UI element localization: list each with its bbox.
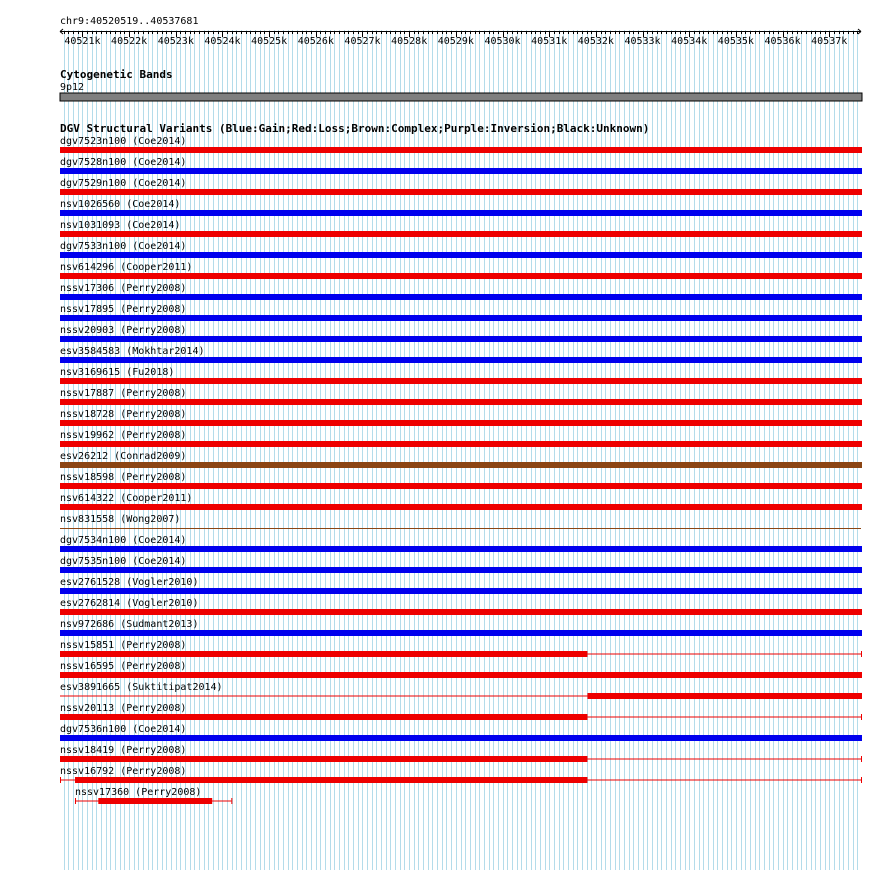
sv-feature-label: dgv7523n100 (Coe2014) — [60, 136, 187, 147]
sv-bar-loss — [60, 441, 862, 447]
sv-bar-loss — [60, 504, 862, 510]
sv-feature-label: esv3584583 (Mokhtar2014) — [60, 346, 205, 357]
sv-feature-label: nsv972686 (Sudmant2013) — [60, 619, 199, 630]
ruler-tick-label: 40525k — [251, 36, 288, 47]
sv-feature-label: dgv7528n100 (Coe2014) — [60, 157, 187, 168]
sv-feature-label: nssv18598 (Perry2008) — [60, 472, 187, 483]
sv-track-title: DGV Structural Variants (Blue:Gain;Red:Loss;Brown:Complex;Purple:Inversion;Black:Unknown) — [60, 122, 650, 135]
sv-feature-label: dgv7529n100 (Coe2014) — [60, 178, 187, 189]
sv-feature-label: nssv17887 (Perry2008) — [60, 388, 187, 399]
sv-bar-gain — [60, 168, 862, 174]
sv-bar-gain — [60, 735, 862, 741]
ruler-tick-label: 40526k — [297, 36, 334, 47]
ruler-tick-label: 40534k — [671, 36, 708, 47]
sv-feature-label: nssv16792 (Perry2008) — [60, 766, 187, 777]
ruler-tick-label: 40533k — [624, 36, 661, 47]
sv-feature-label: nssv19962 (Perry2008) — [60, 430, 187, 441]
sv-feature-label: nssv15851 (Perry2008) — [60, 640, 187, 651]
sv-feature-label: nsv614322 (Cooper2011) — [60, 493, 193, 504]
ruler-tick-label: 40522k — [111, 36, 148, 47]
sv-bar-loss — [60, 378, 862, 384]
sv-bar-loss — [98, 798, 212, 804]
cytoband-label: 9p12 — [60, 82, 85, 93]
sv-bar-loss — [60, 231, 862, 237]
sv-feature-label: nssv17895 (Perry2008) — [60, 304, 187, 315]
sv-bar-loss — [60, 714, 587, 720]
sv-bar-gain — [60, 336, 862, 342]
sv-feature-label: nsv1026560 (Coe2014) — [60, 199, 181, 210]
sv-feature-label: nssv17360 (Perry2008) — [74, 787, 202, 798]
ruler-tick-label: 40537k — [811, 36, 848, 47]
ruler-tick-label: 40527k — [344, 36, 381, 47]
sv-bar-gain — [60, 315, 862, 321]
sv-bar-gain — [60, 357, 862, 363]
ruler-tick-label: 40531k — [531, 36, 568, 47]
sv-bar-loss — [587, 693, 862, 699]
sv-bar-gain — [60, 546, 862, 552]
sv-bar-complex — [60, 462, 862, 468]
sv-feature-label: esv2761528 (Vogler2010) — [60, 577, 199, 588]
sv-feature-label: dgv7536n100 (Coe2014) — [60, 724, 187, 735]
ruler-tick-label: 40536k — [764, 36, 801, 47]
vertical-gridlines — [65, 30, 858, 870]
sv-feature-label: nssv18419 (Perry2008) — [60, 745, 187, 756]
sv-bar-gain — [60, 210, 862, 216]
coordinate-ruler — [60, 16, 861, 47]
cytoband-band-9p12 — [60, 93, 862, 101]
ruler-tick-label: 40523k — [157, 36, 194, 47]
ruler-tick-label: 40521k — [64, 36, 101, 47]
sv-bar-loss — [60, 420, 862, 426]
sv-feature-label: nssv20903 (Perry2008) — [60, 325, 187, 336]
sv-bar-loss — [60, 189, 862, 195]
sv-bar-loss — [60, 756, 587, 762]
sv-bar-loss — [60, 147, 862, 153]
ruler-tick-label: 40528k — [391, 36, 428, 47]
sv-bar-gain — [60, 630, 862, 636]
sv-bar-loss — [60, 483, 862, 489]
sv-bar-loss — [60, 609, 862, 615]
sv-feature-label: nssv20113 (Perry2008) — [60, 703, 187, 714]
sv-feature-label: nsv831558 (Wong2007) — [60, 514, 181, 525]
sv-feature-label: nsv3169615 (Fu2018) — [60, 367, 175, 378]
sv-bar-loss — [60, 651, 587, 657]
sv-bar-loss — [60, 399, 862, 405]
sv-bar-gain — [60, 567, 862, 573]
sv-feature-label: nssv17306 (Perry2008) — [60, 283, 187, 294]
ruler-tick-label: 40530k — [484, 36, 521, 47]
sv-bar-loss — [60, 672, 862, 678]
ruler-tick-label: 40524k — [204, 36, 241, 47]
sv-feature-label: dgv7533n100 (Coe2014) — [60, 241, 187, 252]
sv-feature-label: nssv18728 (Perry2008) — [60, 409, 187, 420]
position-label: chr9:40520519..40537681 — [60, 16, 199, 27]
sv-bar-gain — [60, 294, 862, 300]
sv-bar-loss — [60, 273, 862, 279]
ruler-tick-label: 40535k — [717, 36, 754, 47]
sv-feature-label: esv3891665 (Suktitipat2014) — [60, 682, 223, 693]
cytoband-track-title: Cytogenetic Bands — [60, 68, 173, 81]
sv-feature-label: nsv614296 (Cooper2011) — [60, 262, 193, 273]
sv-bar-loss — [75, 777, 587, 783]
ruler-tick-label: 40532k — [577, 36, 614, 47]
sv-feature-label: esv2762814 (Vogler2010) — [60, 598, 199, 609]
ruler-tick-label: 40529k — [437, 36, 474, 47]
sv-feature-label: nsv1031093 (Coe2014) — [60, 220, 181, 231]
sv-feature-label: dgv7535n100 (Coe2014) — [60, 556, 187, 567]
sv-feature-label: dgv7534n100 (Coe2014) — [60, 535, 187, 546]
sv-feature-label: esv26212 (Conrad2009) — [60, 451, 187, 462]
sv-bar-gain — [60, 252, 862, 258]
sv-feature-label: nssv16595 (Perry2008) — [60, 661, 187, 672]
sv-bar-gain — [60, 588, 862, 594]
